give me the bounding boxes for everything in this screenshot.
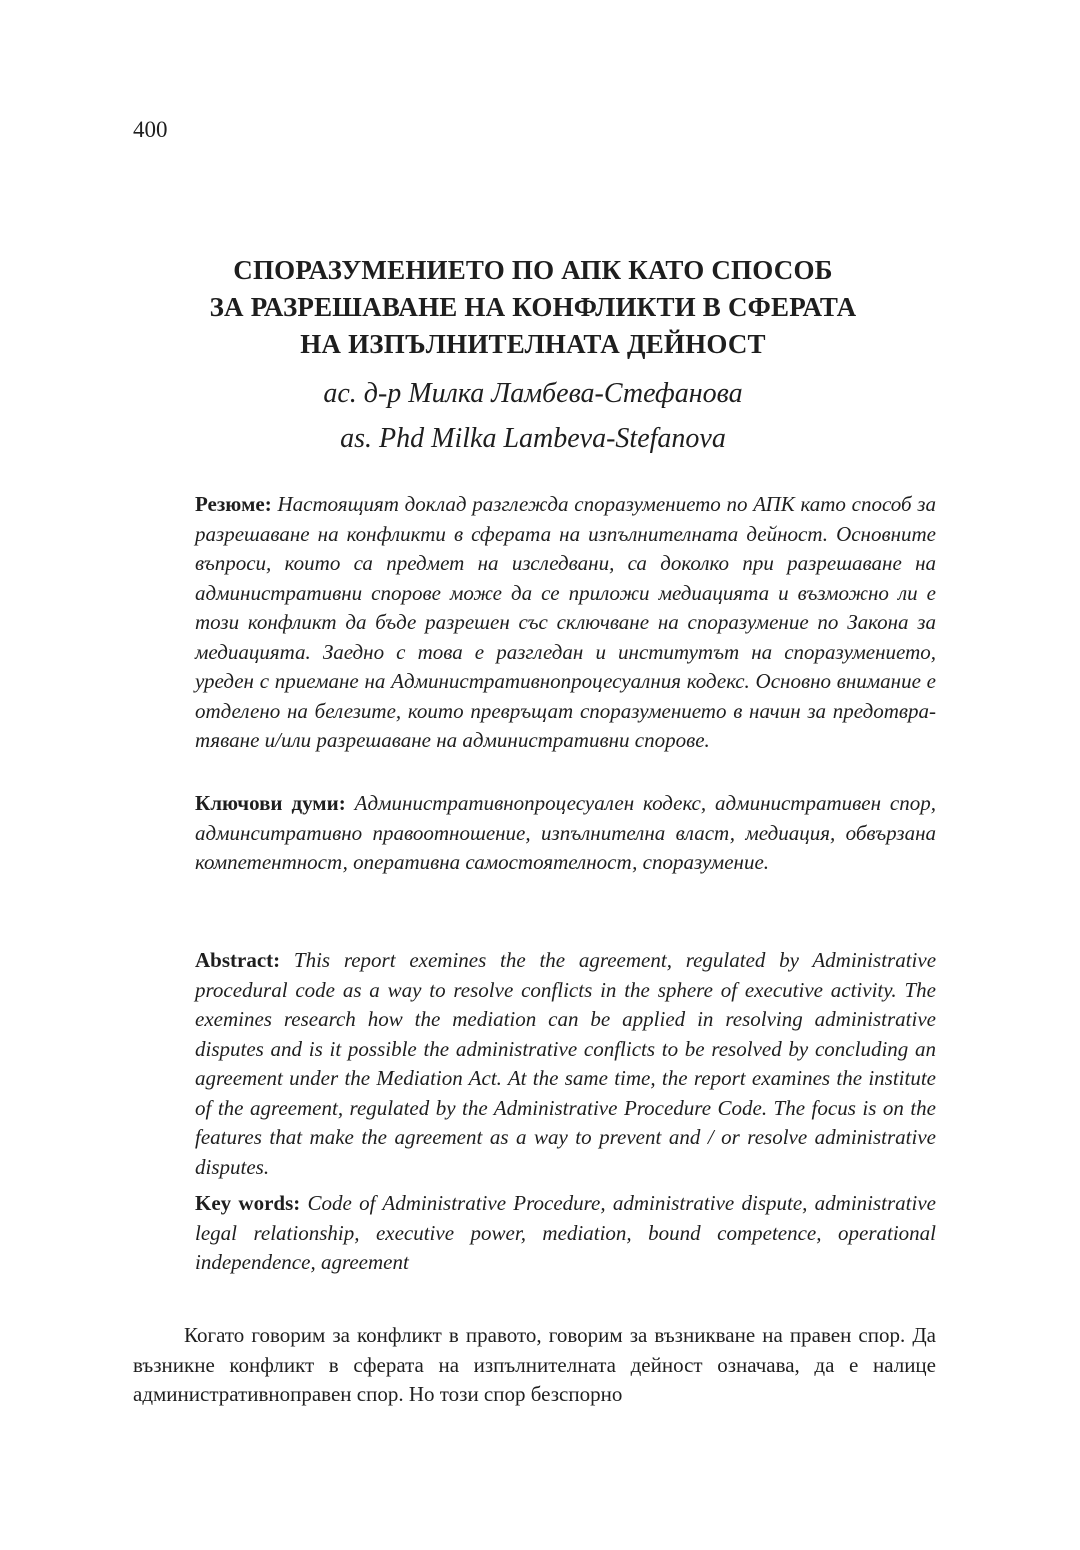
- page-number: 400: [133, 117, 168, 142]
- abstract-bg-text: Настоящият доклад разглежда споразумението по АПК като способ за разрешаване на конфликти в сферата на изпълнителната дейност. Основните въпроси, които са предмет на изследвани, са доколко при разрешаване на административни спорове може да се приложи медиацията и възможно ли е този конфликт да бъде разрешен със сключване на споразумение по Закона за медиацията. Заедно с това е разгледан и институтът на споразумението, уреден с приемане на Административнопроцесуалния кодекс. Основно внимание е отделено на белезите, които превръщат споразумението в начин за предотвратяване и/или разрешаване на административни спорове.: [195, 492, 936, 752]
- abstract-en: [195, 946, 936, 1182]
- keywords-en: [195, 1189, 936, 1278]
- paper-title: [130, 252, 936, 363]
- keywords-en-label: Key words:: [195, 1191, 301, 1215]
- abstract-en-text: This report exemines the the agreement, regulated by Administrative procedural code as a way to resolve conflicts in the sphere of executive activity. The exemines research how the mediation can be applied in resolving administrative disputes and is it possible the administrative conflicts to be resolved by concluding an agreement under the Mediation Act. At the same time, the report examines the institute of the agreement, regulated by the Administrative Procedure Code. The focus is on the features that make the agreement as a way to prevent and / or resolve administrative disputes.: [195, 948, 937, 1179]
- abstract-bg-label: Резюме:: [195, 492, 272, 516]
- keywords-bg-label: Ключови думи:: [195, 791, 346, 815]
- paper-title-line: НА ИЗПЪЛНИТЕЛНАТА ДЕЙНОСТ: [300, 329, 766, 359]
- keywords-bg-text: Административнопроцесуален кодекс, административен спор, админситративно правоотношение, изпълнителна власт, медиация, обвързана компетентност, оперативна самостоятелност, споразумение.: [195, 791, 937, 874]
- abstract-bg: [195, 490, 936, 756]
- keywords-bg: [195, 789, 936, 878]
- abstract-en-label: Abstract:: [195, 948, 281, 972]
- paper-title-line: ЗА РАЗРЕШАВАНЕ НА КОНФЛИКТИ В СФЕРАТА: [209, 292, 857, 322]
- author-name-en: as. Phd Milka Lambeva-Stefanova: [340, 423, 726, 454]
- author-block: [130, 371, 936, 461]
- keywords-en-text: Code of Administrative Procedure, administrative dispute, administrative legal relationship, executive power, mediation, bound competence, operational independence, agreement: [195, 1191, 936, 1274]
- paper-header: [130, 252, 936, 461]
- author-name-bg: ас. д-р Милка Ламбева-Стефанова: [323, 378, 743, 409]
- body-paragraph: Когато говорим за конфликт в правото, говорим за възникване на правен спор. Да възникне конфликт в сферата на изпълнителната дейност означава, да е налице административноправен спор. Но този спор безспорно: [133, 1323, 936, 1406]
- paper-title-line: СПОРАЗУМЕНИЕТО ПО АПК КАТО СПОСОБ: [233, 255, 833, 285]
